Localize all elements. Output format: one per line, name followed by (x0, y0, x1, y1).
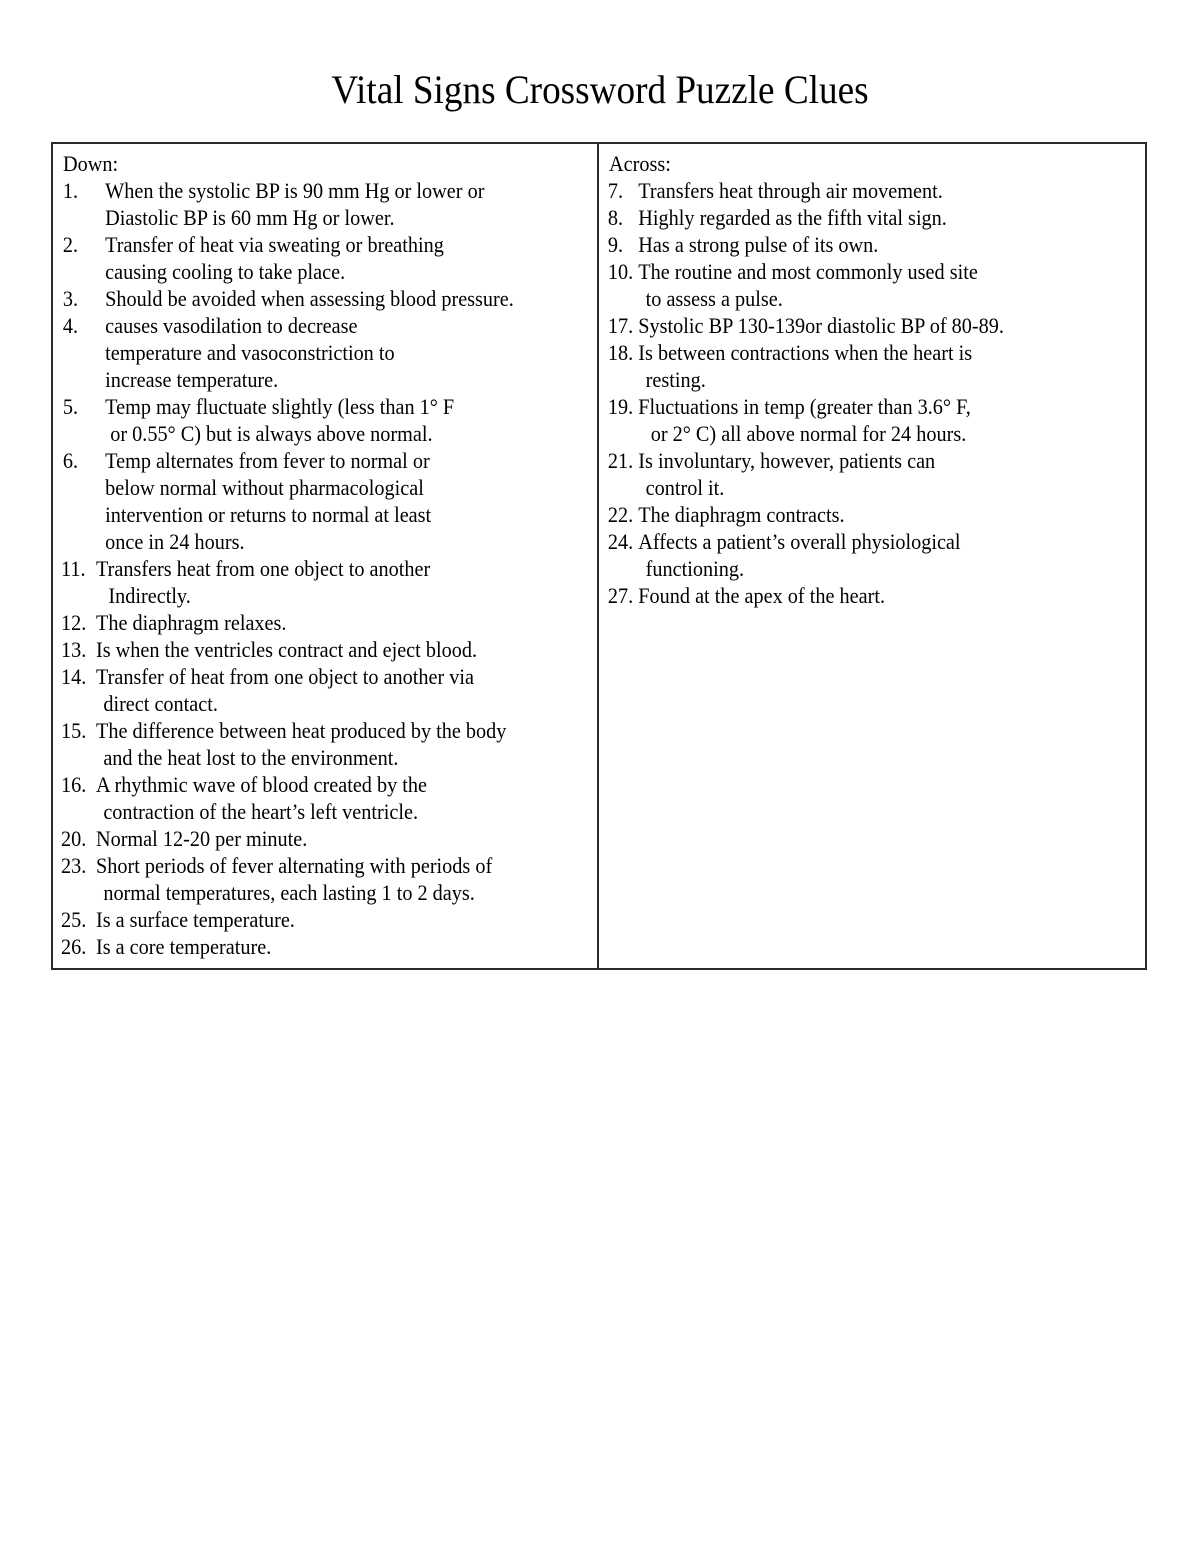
clue-line-continued (607, 474, 1096, 501)
clue-line-continued (61, 501, 549, 528)
clue-line-first (607, 339, 1096, 366)
clue-line-first (61, 447, 549, 474)
clue-line-continued (61, 690, 549, 717)
clue-text: Is involuntary, however, patients can (638, 448, 936, 473)
clue-number: 17. (607, 313, 634, 338)
clue-line-first (61, 636, 549, 663)
clue-item (607, 177, 1139, 204)
clue-text: Transfers heat through air movement. (638, 178, 943, 203)
clue-text: Temp alternates from fever to normal or (105, 448, 430, 473)
clue-text: A rhythmic wave of blood created by the (95, 772, 428, 797)
down-clues-column (53, 144, 599, 968)
clue-item (607, 393, 1139, 447)
down-heading: Down: (63, 151, 119, 176)
clue-text: control it. (645, 475, 725, 500)
clue-number: 12. (61, 610, 87, 635)
clue-number: 2. (62, 232, 79, 257)
clue-number: 1. (62, 178, 79, 203)
clue-item (61, 636, 591, 663)
clue-number: 11. (61, 556, 86, 581)
clue-text: Found at the apex of the heart. (638, 583, 886, 608)
clue-number: 20. (61, 826, 87, 851)
clue-number: 10. (607, 259, 634, 284)
clue-line-first (607, 231, 1096, 258)
clue-text: or 2° C) all above normal for 24 hours. (645, 421, 967, 446)
clue-line-continued (607, 555, 1096, 582)
clue-line-continued (607, 366, 1096, 393)
clue-text: causes vasodilation to decrease (105, 313, 358, 338)
clue-item (61, 717, 591, 771)
clue-line-first (61, 312, 549, 339)
down-clue-list (61, 177, 591, 960)
clue-line-first (61, 609, 549, 636)
across-heading: Across: (609, 151, 671, 176)
clue-item (61, 447, 591, 555)
across-clue-list (607, 177, 1139, 609)
clue-item (61, 609, 591, 636)
clue-line-first (61, 906, 549, 933)
clue-text: Is a surface temperature. (95, 907, 295, 932)
clue-text: The routine and most commonly used site (638, 259, 978, 284)
clue-text: Indirectly. (103, 583, 191, 608)
clue-text: Diastolic BP is 60 mm Hg or lower. (105, 205, 395, 230)
clue-line-continued (61, 744, 549, 771)
clue-number: 21. (607, 448, 634, 473)
clue-line-continued (61, 366, 549, 393)
clue-item (607, 312, 1139, 339)
clue-item (61, 825, 591, 852)
clue-number: 3. (62, 286, 79, 311)
clue-number: 25. (61, 907, 87, 932)
clue-line-continued (61, 258, 549, 285)
clue-text: causing cooling to take place. (105, 259, 346, 284)
clue-number: 19. (607, 394, 634, 419)
clue-text: intervention or returns to normal at least (105, 502, 432, 527)
clue-number: 15. (61, 718, 87, 743)
clue-number: 8. (607, 205, 624, 230)
page-title: Vital Signs Crossword Puzzle Clues (331, 67, 869, 112)
clue-line-continued (61, 420, 549, 447)
clue-line-first (607, 393, 1096, 420)
clue-text: to assess a pulse. (645, 286, 783, 311)
clue-number: 14. (61, 664, 87, 689)
clue-text: temperature and vasoconstriction to (105, 340, 395, 365)
clue-text: Is a core temperature. (95, 934, 272, 959)
clue-number: 27. (607, 583, 634, 608)
clue-item (607, 204, 1139, 231)
clue-line-first (61, 285, 549, 312)
clue-number: 7. (607, 178, 624, 203)
clue-number: 6. (62, 448, 79, 473)
clue-line-first (61, 933, 549, 960)
clues-table (51, 142, 1147, 970)
clue-text: Short periods of fever alternating with periods of (95, 853, 493, 878)
clue-line-first (607, 177, 1096, 204)
clue-line-first (61, 555, 549, 582)
clue-item (607, 582, 1139, 609)
clue-text: or 0.55° C) but is always above normal. (105, 421, 433, 446)
clue-line-continued (61, 582, 549, 609)
clue-text: Temp may fluctuate slightly (less than 1° F (105, 394, 455, 419)
clue-line-continued (607, 285, 1096, 312)
clue-number: 23. (61, 853, 87, 878)
clue-text: Systolic BP 130-139or diastolic BP of 80-89. (638, 313, 1004, 338)
clue-number: 26. (61, 934, 87, 959)
clue-line-first (607, 258, 1096, 285)
clue-line-continued (61, 798, 549, 825)
clue-line-continued (61, 528, 549, 555)
across-clues-column (599, 144, 1145, 968)
clue-line-first (61, 852, 549, 879)
clue-number: 13. (61, 637, 87, 662)
clue-item (61, 312, 591, 393)
clue-line-continued (61, 339, 549, 366)
clue-text: below normal without pharmacological (105, 475, 424, 500)
clue-text: When the systolic BP is 90 mm Hg or lower or (105, 178, 485, 203)
clue-text: The difference between heat produced by the body (95, 718, 507, 743)
clue-item (61, 393, 591, 447)
clue-text: Highly regarded as the fifth vital sign. (638, 205, 947, 230)
clue-line-first (607, 528, 1096, 555)
clue-text: increase temperature. (105, 367, 279, 392)
clue-item (61, 231, 591, 285)
clue-number: 4. (62, 313, 79, 338)
clue-item (607, 339, 1139, 393)
clue-text: Transfer of heat from one object to another via (95, 664, 475, 689)
clue-text: Is when the ventricles contract and eject blood. (95, 637, 478, 662)
clue-text: functioning. (645, 556, 745, 581)
clue-line-first (607, 312, 1096, 339)
clue-item (61, 663, 591, 717)
clue-text: resting. (645, 367, 706, 392)
clue-line-continued (61, 879, 549, 906)
clue-text: Has a strong pulse of its own. (638, 232, 879, 257)
clue-number: 24. (607, 529, 634, 554)
clue-text: Transfer of heat via sweating or breathing (105, 232, 444, 257)
clue-number: 18. (607, 340, 634, 365)
clue-text: Fluctuations in temp (greater than 3.6° F, (638, 394, 971, 419)
clue-number: 5. (62, 394, 79, 419)
clue-text: and the heat lost to the environment. (103, 745, 399, 770)
clue-number: 9. (607, 232, 624, 257)
clue-number: 16. (61, 772, 87, 797)
clue-text: direct contact. (103, 691, 218, 716)
clue-line-first (607, 582, 1096, 609)
clue-line-first (61, 825, 549, 852)
clue-item (61, 177, 591, 231)
clue-text: Affects a patient’s overall physiological (638, 529, 961, 554)
clue-line-first (607, 501, 1096, 528)
clue-line-continued (61, 474, 549, 501)
clue-line-first (607, 204, 1096, 231)
clue-item (61, 852, 591, 906)
clue-item (61, 555, 591, 609)
clue-line-continued (61, 204, 549, 231)
clue-line-first (61, 231, 549, 258)
clue-item (607, 258, 1139, 312)
clue-item (61, 285, 591, 312)
clue-line-first (61, 393, 549, 420)
clue-text: once in 24 hours. (105, 529, 245, 554)
clue-item (607, 447, 1139, 501)
clue-line-first (61, 771, 549, 798)
clue-line-first (61, 177, 549, 204)
clue-line-continued (607, 420, 1096, 447)
clue-item (61, 933, 591, 960)
clue-text: Normal 12-20 per minute. (95, 826, 308, 851)
clue-item (61, 906, 591, 933)
clue-item (607, 501, 1139, 528)
clue-line-first (607, 447, 1096, 474)
clue-number: 22. (607, 502, 634, 527)
clue-text: Is between contractions when the heart is (638, 340, 973, 365)
clue-line-first (61, 663, 549, 690)
clue-text: normal temperatures, each lasting 1 to 2 days. (103, 880, 475, 905)
clue-line-first (61, 717, 549, 744)
clue-item (607, 528, 1139, 582)
clue-item (607, 231, 1139, 258)
clue-text: Transfers heat from one object to another (95, 556, 431, 581)
clue-text: The diaphragm contracts. (638, 502, 845, 527)
clue-text: Should be avoided when assessing blood pressure. (105, 286, 514, 311)
clue-text: The diaphragm relaxes. (95, 610, 287, 635)
clue-item (61, 771, 591, 825)
clue-text: contraction of the heart’s left ventricle. (103, 799, 419, 824)
